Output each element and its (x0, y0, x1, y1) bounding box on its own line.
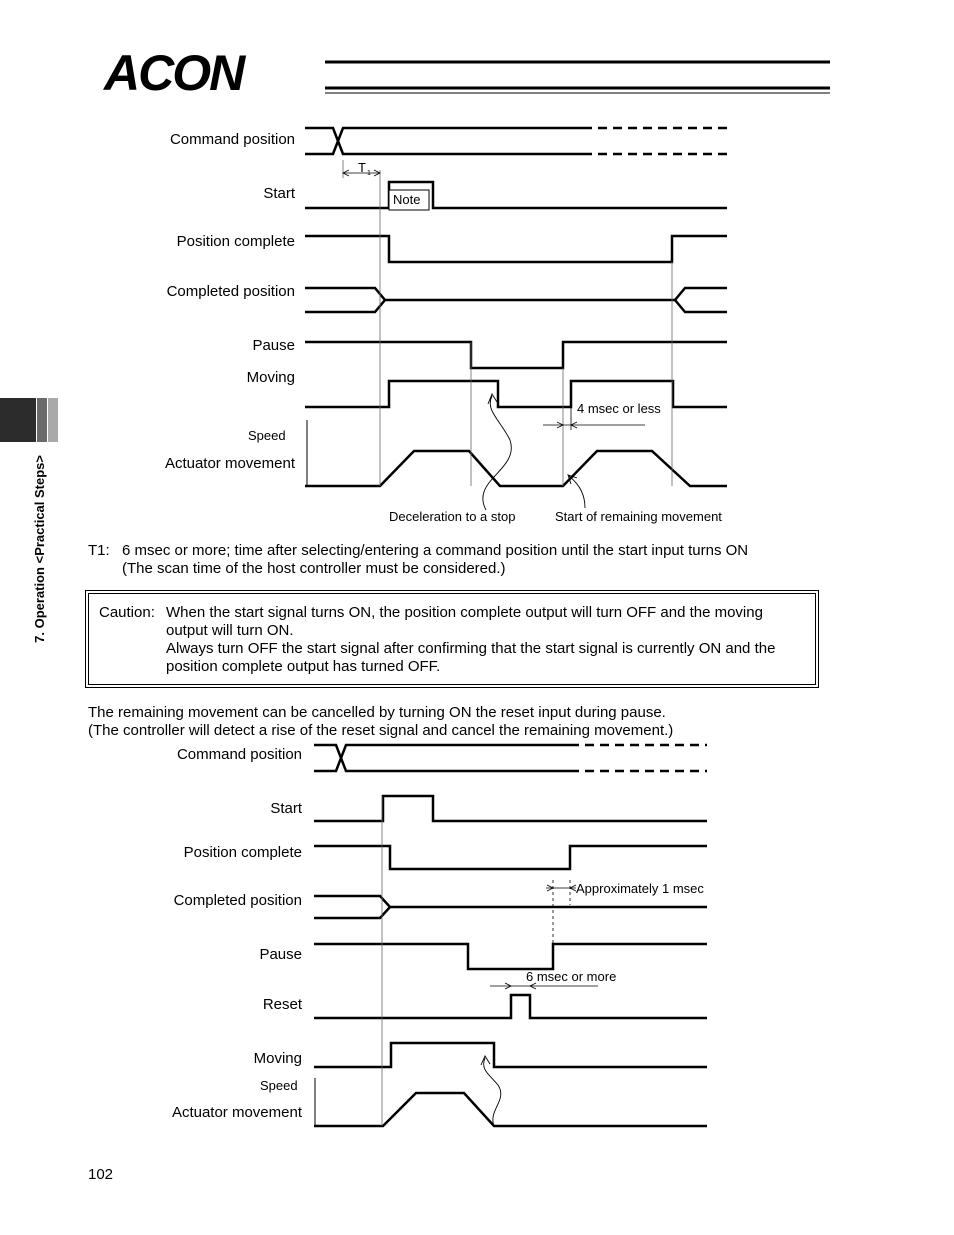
d2-label-start: Start (270, 800, 302, 817)
remaining-line1: The remaining movement can be cancelled by turning ON the reset input during pause. (88, 704, 666, 721)
d2-annot-6msec: 6 msec or more (526, 969, 617, 984)
d1-label-speed: Speed (248, 428, 286, 443)
d2-label-command-position: Command position (176, 746, 302, 763)
acon-logo (100, 50, 835, 98)
d1-label-pause: Pause (252, 337, 295, 354)
d1-t1-label: T (358, 160, 366, 175)
d2-trace-moving (314, 1043, 707, 1067)
timing-chart-2 (305, 740, 720, 1135)
d1-note-label: Note (393, 192, 421, 207)
chapter-tab-blocks (0, 398, 58, 442)
d1-annot-4msec: 4 msec or less (577, 401, 661, 416)
caution-line3: Always turn OFF the start signal after confirming that the start signal is currently ON and the (166, 640, 776, 657)
caution-line4: position complete output has turned OFF. (166, 658, 441, 675)
d2-trace-position-complete (314, 846, 707, 869)
d1-trace-moving (305, 381, 727, 407)
d2-trace-command-position (314, 745, 570, 771)
remaining-line2: (The controller will detect a rise of the reset signal and cancel the remaining movement.) (88, 722, 674, 739)
d1-t1-subscript: 1 (367, 170, 371, 177)
d2-label-actuator-movement: Actuator movement (171, 1104, 302, 1121)
d1-trace-position-complete (305, 236, 727, 262)
caution-line1: When the start signal turns ON, the position complete output will turn OFF and the moving (166, 604, 763, 621)
d2-trace-actuator (314, 1093, 707, 1126)
d1-label-actuator-movement: Actuator movement (164, 455, 295, 472)
caution-tag: Caution: (99, 604, 155, 621)
d2-label-completed-position: Completed position (173, 892, 302, 909)
d2-label-speed: Speed (260, 1078, 298, 1093)
caution-line2: output will turn ON. (166, 622, 294, 639)
d1-label-position-complete: Position complete (176, 233, 295, 250)
d2-label-reset: Reset (262, 996, 302, 1013)
d2-trace-start (314, 796, 707, 821)
d2-label-moving: Moving (253, 1050, 302, 1067)
page-number: 102 (88, 1166, 114, 1183)
d1-trace-command-position (305, 128, 583, 154)
d1-label-command-position: Command position (169, 131, 295, 148)
d1-trace-pause (305, 342, 727, 368)
d2-label-position-complete: Position complete (183, 844, 302, 861)
d2-annot-1msec: Approximately 1 msec (576, 881, 704, 896)
d1-trace-start (305, 182, 727, 208)
chapter-tab-label: 7. Operation <Practical Steps> (32, 455, 47, 643)
logo-text: ACON (104, 50, 244, 98)
t1-note-line2: (The scan time of the host controller must be considered.) (122, 560, 506, 577)
timing-chart-1 (300, 120, 740, 530)
d1-trace-completed-position (305, 288, 727, 300)
t1-note-tag: T1: (88, 542, 110, 559)
d1-trace-actuator (305, 451, 727, 486)
d1-label-completed-position: Completed position (166, 283, 295, 300)
d1-annot-start-remaining: Start of remaining movement (555, 509, 722, 524)
d2-trace-pause (314, 944, 707, 969)
d1-annot-decel: Deceleration to a stop (389, 509, 516, 524)
t1-note-line1: 6 msec or more; time after selecting/entering a command position until the start input turns ON (122, 542, 749, 559)
d1-label-moving: Moving (246, 369, 295, 386)
d2-trace-reset (314, 995, 707, 1018)
d2-trace-completed-position (314, 896, 707, 907)
d1-label-start: Start (263, 185, 295, 202)
d2-label-pause: Pause (259, 946, 302, 963)
